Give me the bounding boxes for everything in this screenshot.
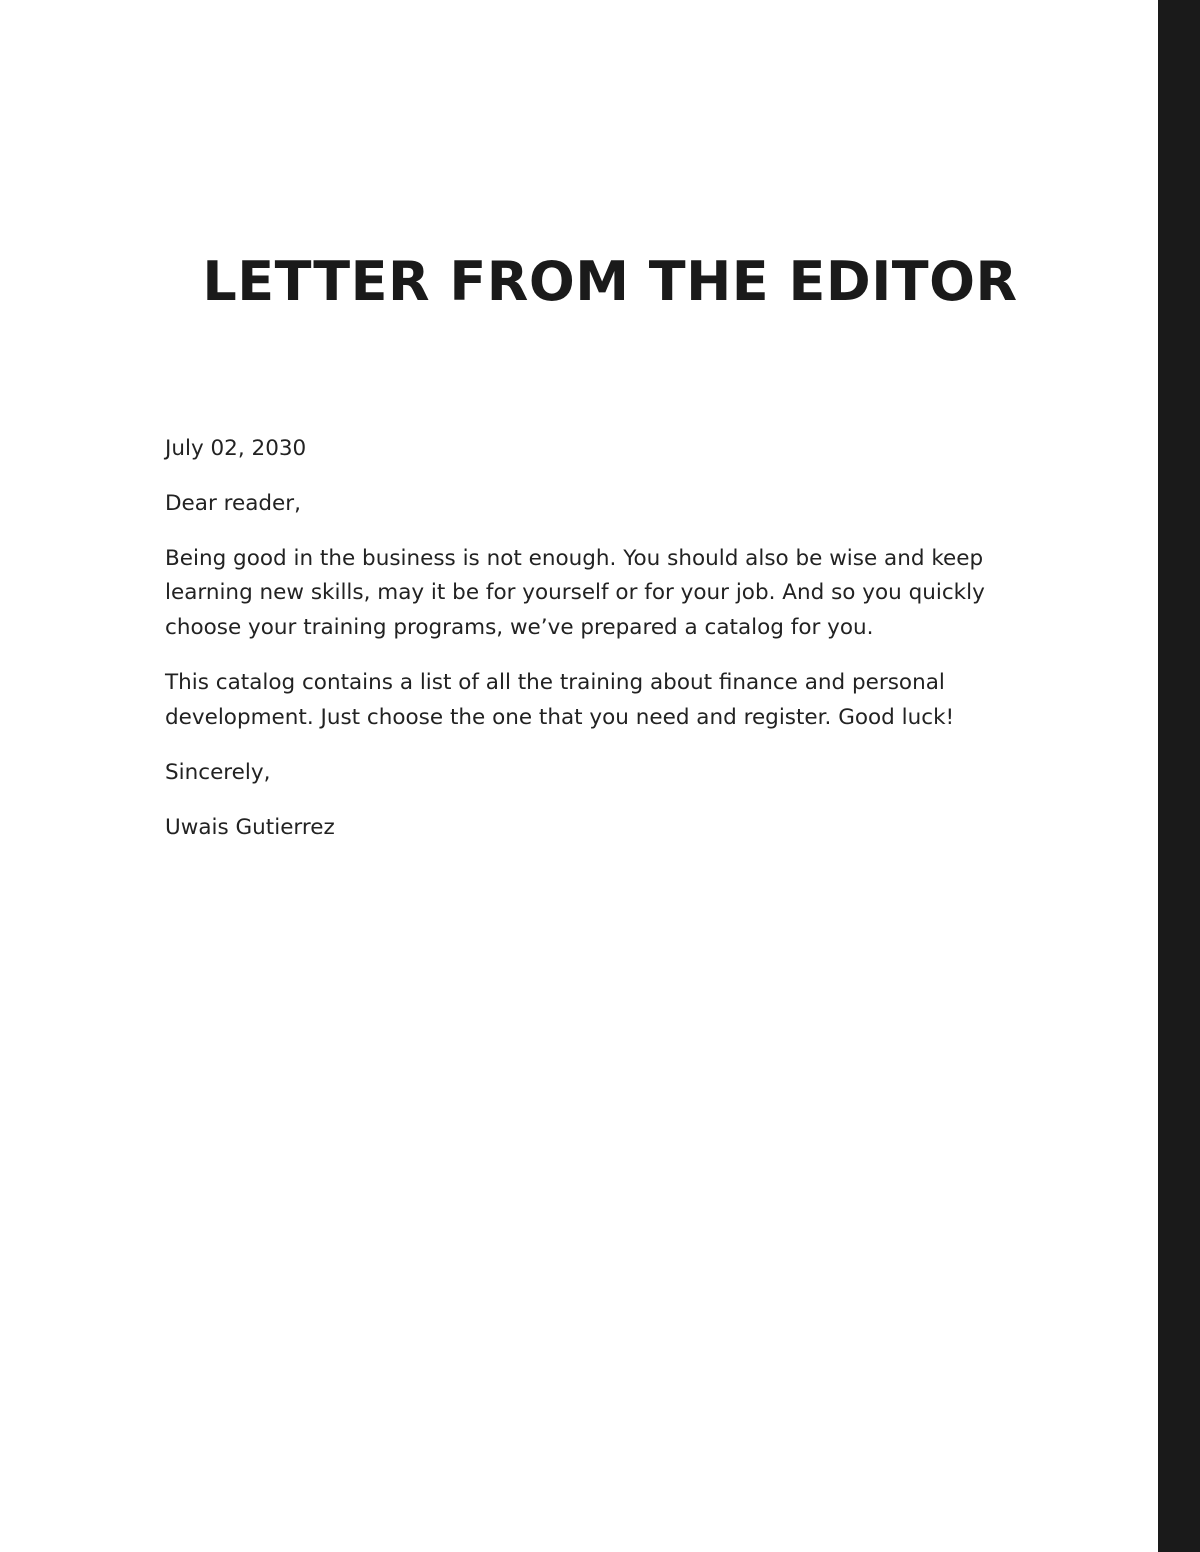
letter-date: July 02, 2030 [165, 436, 307, 461]
letter-body [165, 432, 1055, 865]
letter-paragraph-1: Being good in the business is not enough. You should also be wise and keep learning new skills, may it be for yourself or for your job. And so you quickly choose your training programs, we’ve prepared a catalog for you. [165, 545, 985, 641]
letter-closing: Sincerely, [165, 759, 271, 785]
letter-paragraph-2: This catalog contains a list of all the training about finance and personal development. Just choose the one that you need and register. Good luck! [165, 670, 955, 730]
letter-signature: Uwais Gutierrez [165, 814, 335, 840]
right-accent-bar [1158, 0, 1200, 1552]
letter-salutation: Dear reader, [165, 490, 301, 516]
page-title: LETTER FROM THE EDITOR [202, 250, 1018, 313]
